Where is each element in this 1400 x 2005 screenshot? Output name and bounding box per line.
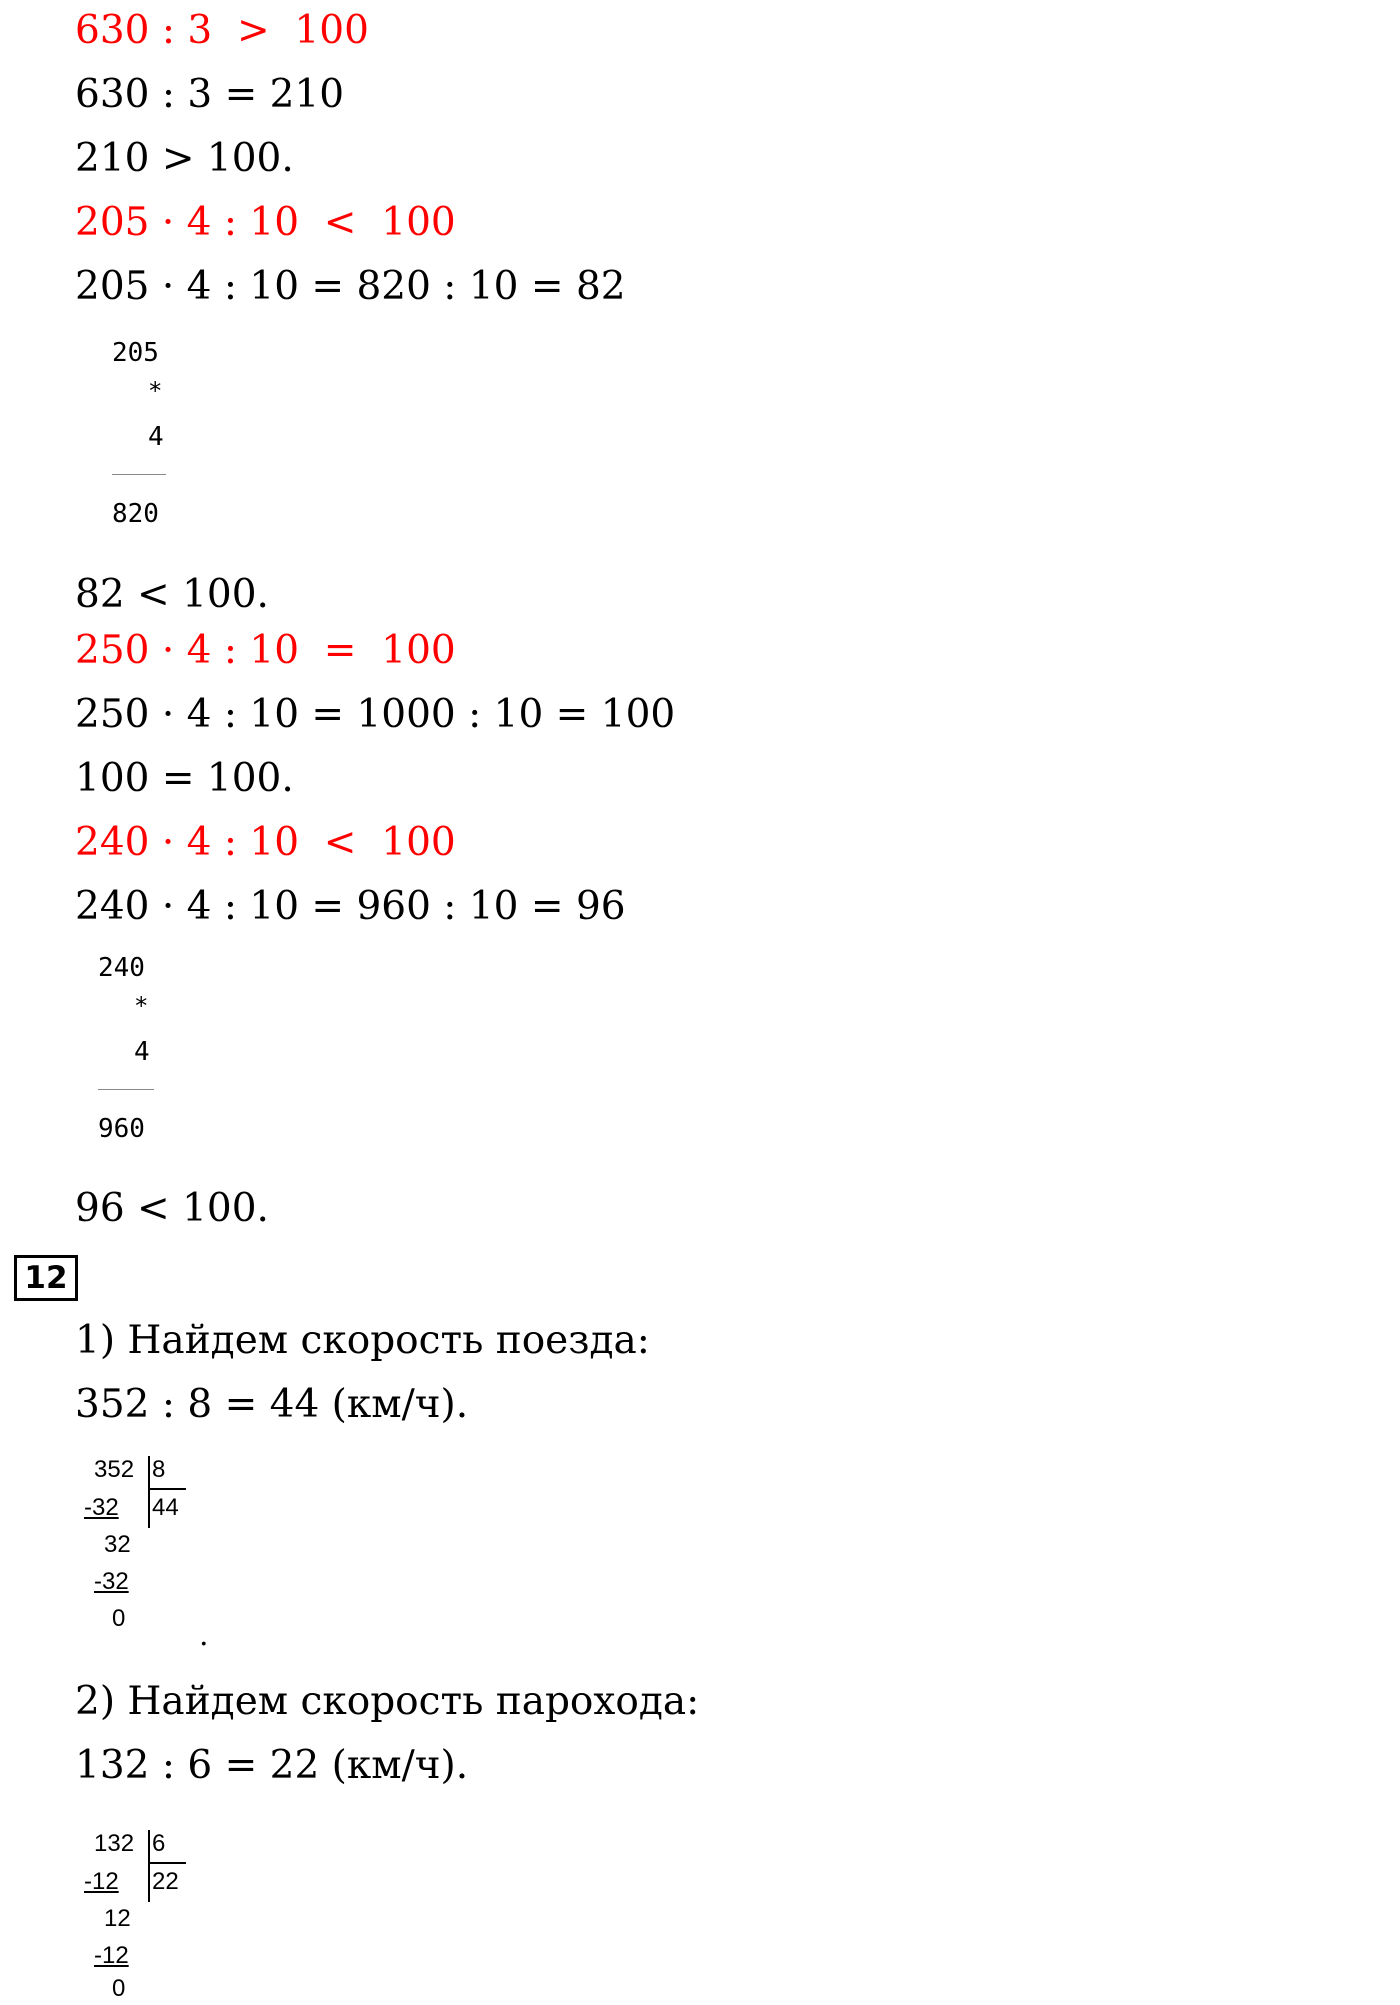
division-horizontal-line — [148, 1862, 186, 1864]
step-heading: 1) Найдем скорость поезда: — [75, 1318, 650, 1363]
division-subtrahend: -32 — [84, 1494, 119, 1521]
division-dividend: 132 — [94, 1830, 135, 1857]
mult-operand-a: 205 — [112, 338, 159, 368]
mult-rule — [112, 474, 166, 475]
division-remainder: 32 — [104, 1531, 131, 1558]
mult-rule — [98, 1089, 154, 1090]
division-remainder: 12 — [104, 1905, 131, 1932]
division-dividend: 352 — [94, 1456, 135, 1483]
red-comparison-line: 205 · 4 : 10 < 100 — [75, 200, 456, 245]
division-divisor: 6 — [152, 1830, 166, 1857]
division-subtrahend: -12 — [84, 1868, 119, 1895]
task-number-box: 12 — [14, 1255, 78, 1301]
dot: . — [199, 1618, 209, 1653]
result-line: 210 > 100. — [75, 136, 294, 181]
division-divisor: 8 — [152, 1456, 166, 1483]
result-line: 96 < 100. — [75, 1186, 269, 1231]
mult-operator: * — [134, 992, 149, 1020]
division-final-remainder: 0 — [112, 1605, 126, 1632]
result-line: 100 = 100. — [75, 756, 294, 801]
division-quotient: 44 — [152, 1494, 179, 1521]
division-final-remainder: 0 — [112, 1975, 126, 2002]
division-subtrahend: -12 — [94, 1942, 129, 1969]
mult-operator: * — [148, 377, 163, 405]
calc-line: 250 · 4 : 10 = 1000 : 10 = 100 — [75, 692, 676, 737]
division-vertical-line — [148, 1456, 150, 1528]
red-comparison-line: 630 : 3 > 100 — [75, 8, 369, 53]
calc-line: 352 : 8 = 44 (км/ч). — [75, 1382, 469, 1427]
mult-result: 820 — [112, 499, 159, 529]
division-horizontal-line — [148, 1488, 186, 1490]
mult-operand-b: 4 — [134, 1037, 150, 1067]
division-vertical-line — [148, 1830, 150, 1902]
result-line: 82 < 100. — [75, 572, 269, 617]
calc-line: 630 : 3 = 210 — [75, 72, 345, 117]
mult-result: 960 — [98, 1114, 145, 1144]
mult-operand-a: 240 — [98, 953, 145, 983]
calc-line: 132 : 6 = 22 (км/ч). — [75, 1743, 469, 1788]
red-comparison-line: 250 · 4 : 10 = 100 — [75, 628, 456, 673]
step-heading: 2) Найдем скорость парохода: — [75, 1679, 700, 1724]
mult-operand-b: 4 — [148, 422, 164, 452]
red-comparison-line: 240 · 4 : 10 < 100 — [75, 820, 456, 865]
division-quotient: 22 — [152, 1868, 179, 1895]
calc-line: 240 · 4 : 10 = 960 : 10 = 96 — [75, 884, 626, 929]
division-subtrahend: -32 — [94, 1568, 129, 1595]
calc-line: 205 · 4 : 10 = 820 : 10 = 82 — [75, 264, 626, 309]
